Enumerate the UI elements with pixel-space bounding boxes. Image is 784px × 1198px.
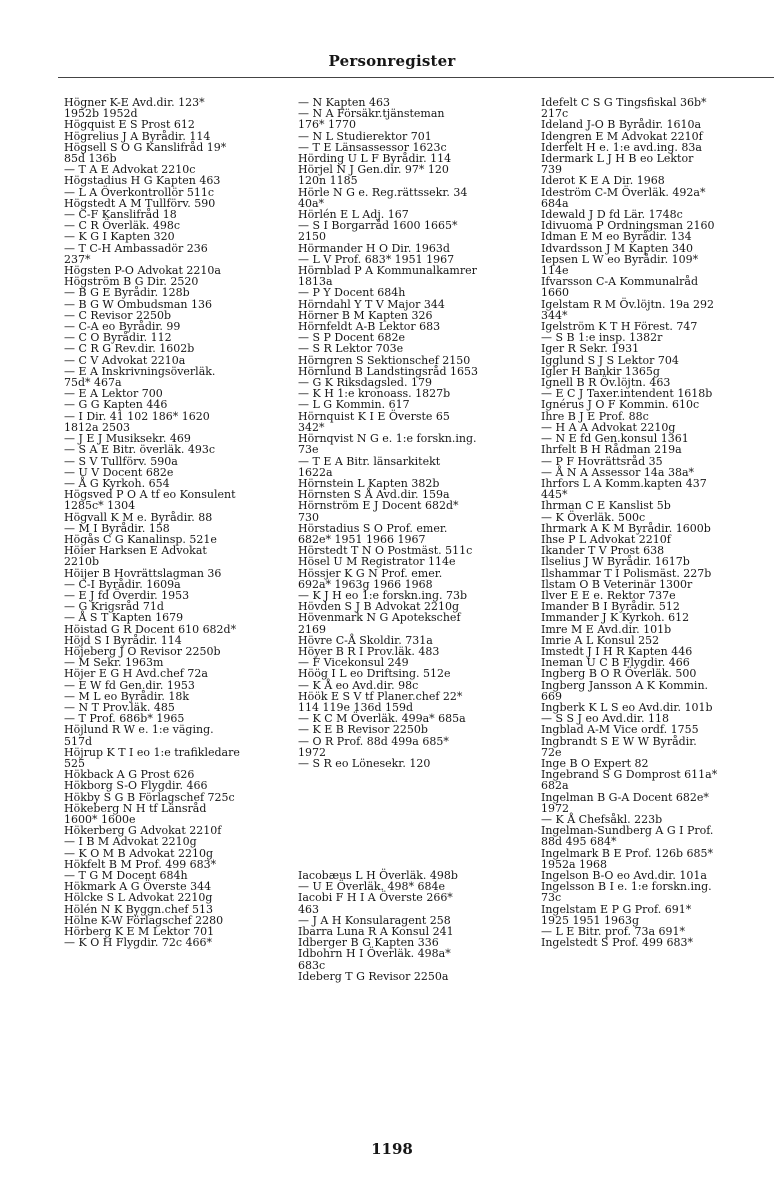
register-entry-line: 1952a 1968 <box>541 857 608 871</box>
register-entry-line: Ihse P L Advokat 2210f <box>541 532 671 546</box>
register-entry-line: Ingelmark B E Prof. 126b 685* <box>541 846 713 860</box>
register-entry-line: Höier Harksen E Advokat <box>64 544 207 558</box>
register-entry-line: Hörnfeldt A-B Lektor 683 <box>298 320 441 334</box>
register-entry-line: Ihrfelt B H Rådman 219a <box>541 443 682 457</box>
register-column-middle <box>298 97 540 982</box>
register-entry-line: Hökby S G B Förlagschef 725c <box>64 790 235 804</box>
register-entry-line: Idefelt C S G Tingsfiskal 36b* <box>541 96 707 109</box>
register-entry-line: — T Prof. 686b* 1965 <box>64 712 185 726</box>
register-entry-line: — S B 1:e insp. 1382r <box>541 331 663 345</box>
register-entry-line: Hörle N G e. Reg.rättssekr. 34 <box>298 185 468 199</box>
register-entry-line: Hörnqvist N G e. 1:e forskn.ing. <box>298 432 477 446</box>
register-entry-line: Idewald J D fd Lär. 1748c <box>541 208 683 222</box>
register-entry-line: Hökerberg G Advokat 2210f <box>64 824 222 838</box>
register-entry-line: Högström B G Dir. 2520 <box>64 275 199 289</box>
register-entry-line: Hökmark A G Överste 344 <box>64 880 212 894</box>
register-entry-line <box>298 848 540 859</box>
register-entry-line: 517d <box>64 734 93 748</box>
register-entry-line: Höijer B Hovrättslagman 36 <box>64 566 222 580</box>
register-entry-line: Hörnlund B Landstingsråd 1653 <box>298 364 479 378</box>
register-entry-line: — P Y Docent 684h <box>298 286 406 300</box>
register-entry-line: — K O M B Advokat 2210g <box>64 846 214 860</box>
register-entry-line: — Å G Kyrkoh. 654 <box>64 476 170 490</box>
register-entry-line: Ifvarsson C-A Kommunalråd <box>541 275 699 289</box>
register-entry-line: Ideström C-M Överläk. 492a* <box>541 185 706 199</box>
register-entry-line: — K Överläk. 500c <box>541 510 646 524</box>
register-entry-line: 176* 1770 <box>298 118 356 132</box>
register-entry-line: — M Sekr. 1963m <box>64 656 164 670</box>
register-entry-line: Ihrmark A K M Byrådir. 1600b <box>541 521 711 535</box>
register-entry-line: — T C-H Ambassadör 236 <box>64 241 208 255</box>
register-entry-line: — Å N A Assessor 14a 38a* <box>541 465 695 479</box>
register-entry-line: Högås C G Kanalinsp. 521e <box>64 532 217 546</box>
register-entry-line: Igler H Bankir 1365g <box>541 364 660 378</box>
register-entry-line: 88d 495 684* <box>541 835 617 849</box>
register-entry-line: — K Å Chefsåkl. 223b <box>541 813 663 826</box>
register-entry-line: — S I Borgarråd 1600 1665* <box>298 219 458 233</box>
register-entry-line: 2169 <box>298 622 326 636</box>
register-entry-line: Ignérus J O F Kommin. 610c <box>541 398 700 412</box>
register-entry-line: — S S J eo Avd.dir. 118 <box>541 712 669 726</box>
register-entry-line: Ideberg T G Revisor 2250a <box>298 969 449 983</box>
register-entry-line: Hörlén E L Adj. 167 <box>298 208 409 222</box>
register-entry-line: Imander B I Byrådir. 512 <box>541 600 680 614</box>
register-entry-line: Imrie A L Konsul 252 <box>541 633 660 647</box>
register-entry-line: — L E Bitr. prof. 73a 691* <box>541 925 686 939</box>
register-entry-line: Immander J K Kyrkoh. 612 <box>541 611 690 625</box>
register-entry-line: Ingbrandt S E W W Byrådir. <box>541 734 697 748</box>
register-entry-line: Hörndahl Y T V Major 344 <box>298 297 445 311</box>
register-entry-line <box>298 814 540 825</box>
register-entry-line: 445* <box>541 488 568 502</box>
register-entry-line: Hörner B M Kapten 326 <box>298 308 433 322</box>
register-entry-line: Ihrman C E Kanslist 5b <box>541 499 671 513</box>
register-entry-line: 682e* 1951 1966 1967 <box>298 532 426 546</box>
register-entry-line: — F Vicekonsul 249 <box>298 656 409 670</box>
register-entry-line <box>298 780 540 791</box>
register-entry-line: 730 <box>298 510 319 524</box>
register-entry-line: 2210b <box>64 555 100 569</box>
register-entry-line: — K H 1:e kronoass. 1827b <box>298 387 451 401</box>
register-entry-line: Högstedt A M Tullförv. 590 <box>64 196 216 210</box>
register-entry-line: Iderfelt H e. 1:e avd.ing. 83a <box>541 140 702 154</box>
register-entry-line: Hörnstein L Kapten 382b <box>298 476 440 490</box>
register-entry-line: Ingberg B O R Överläk. 500 <box>541 667 697 681</box>
register-entry-line: 73e <box>298 443 319 457</box>
register-entry-line: Ilver E E e. Rektor 737e <box>541 588 676 602</box>
register-entry-line: Höjer E G H Avd.chef 72a <box>64 667 208 681</box>
register-entry-line: — E A Inskrivningsöverläk. <box>64 364 216 378</box>
register-entry-line: Hössjer K G N Prof. emer. <box>298 566 443 580</box>
register-entry-line: 1660 <box>541 286 569 300</box>
register-entry-line: Ikander T V Prost 638 <box>541 544 665 558</box>
register-entry-line: 669 <box>541 689 562 703</box>
register-entry-line: — K O H Flygdir. 72c 466* <box>64 936 212 950</box>
register-entry-line: — L A Överkontrollör 511c <box>64 185 214 199</box>
register-entry-line: — U V Docent 682e <box>64 465 174 479</box>
register-entry-line: Högsten P-O Advokat 2210a <box>64 264 221 278</box>
register-entry-line: Högner K-E Avd.dir. 123* <box>64 96 205 109</box>
register-entry-line: — C-I Byrådir. 1609a <box>64 577 181 591</box>
register-entry-line: Imstedt J I H R Kapten 446 <box>541 644 693 658</box>
register-entry-line: Högvall K M e. Byrådir. 88 <box>64 510 213 524</box>
register-entry-line: 114e <box>541 264 569 278</box>
register-entry-line: 72e <box>541 745 562 759</box>
register-entry-line: Idbohrn H I Överläk. 498a* <box>298 947 451 961</box>
register-entry-line: Ingelstam E P G Prof. 691* <box>541 902 692 916</box>
register-entry-line: Höjd S I Byrådir. 114 <box>64 633 182 647</box>
register-entry-line: — N A Försäkr.tjänsteman <box>298 107 445 121</box>
register-entry-line: — K G I Kapten 320 <box>64 230 175 244</box>
register-entry-line: Hörding U L F Byrådir. 114 <box>298 152 452 166</box>
register-entry-line: — C O Byrådir. 112 <box>64 331 172 345</box>
register-entry-line: — M I Byrådir. 158 <box>64 521 170 535</box>
register-entry-line: — B G W Ombudsman 136 <box>64 297 212 311</box>
register-entry-line: — M L eo Byrådir. 18k <box>64 689 190 703</box>
register-entry-line: — L V Prof. 683* 1951 1967 <box>298 252 455 266</box>
register-entry-line: Högsved P O A tf eo Konsulent <box>64 488 236 502</box>
register-entry-line: — G Krigsråd 71d <box>64 600 164 614</box>
register-entry-line: — J A H Konsularagent 258 <box>298 913 451 927</box>
register-entry-line: Hörnblad P A Kommunalkamrer <box>298 264 477 278</box>
register-entry-line: Ingberk K L S eo Avd.dir. 101b <box>541 700 713 714</box>
register-entry-line: 2150 <box>298 230 326 244</box>
register-entry-line: Ihrfors L A Komm.kapten 437 <box>541 476 707 490</box>
register-entry-line: Idivuoma P Ordningsman 2160 <box>541 219 715 233</box>
register-entry-line: 682a <box>541 779 569 793</box>
register-entry-line: 525 <box>64 756 85 770</box>
register-entry-line: — I Dir. 41 102 186* 1620 <box>64 409 210 423</box>
register-entry-line: — J E J Musiksekr. 469 <box>64 432 191 446</box>
register-entry-line: Ingelsson B I e. 1:e forskn.ing. <box>541 880 712 894</box>
register-entry-line: Hökeberg N H tf Länsråd <box>64 801 207 815</box>
register-entry-line: 692a* 1963g 1966 1968 <box>298 577 433 591</box>
register-entry-line: Iepsen L W eo Byrådir. 109* <box>541 252 699 266</box>
register-entry-line: Idvardsson J M Kapten 340 <box>541 241 693 255</box>
register-entry-line: — S R eo Lönesekr. 120 <box>298 756 431 770</box>
register-entry-line: 683c <box>298 958 326 972</box>
register-entry-line: Höjrup K T I eo 1:e trafikledare <box>64 745 240 759</box>
register-entry-line <box>298 792 540 803</box>
register-entry-line: 1972 <box>541 801 569 815</box>
register-entry-line: Ibarra Luna R A Konsul 241 <box>298 925 454 939</box>
register-entry-line: 739 <box>541 163 562 177</box>
register-entry-line: — K E B Revisor 2250b <box>298 723 428 737</box>
register-entry-line: Hörstedt T N O Postmäst. 511c <box>298 544 473 558</box>
register-entry-line <box>298 769 540 780</box>
register-column-right <box>541 97 773 948</box>
register-entry-line: 85d 136b <box>64 152 117 166</box>
register-entry-line: Ingelman-Sundberg A G I Prof. <box>541 824 714 838</box>
register-entry-line: Ignell B R Öv.löjtn. 463 <box>541 376 671 390</box>
register-entry-line: Hörnquist K I E Överste 65 <box>298 409 450 423</box>
register-entry-line: Idberger B G Kapten 336 <box>298 936 439 950</box>
register-entry-line: Ingblad A-M Vice ordf. 1755 <box>541 723 699 737</box>
register-entry-line: Ingelman B G-A Docent 682e* <box>541 790 709 804</box>
register-entry-line: 1812a 2503 <box>64 420 131 434</box>
register-entry-line: Höök E S V tf Planer.chef 22* <box>298 689 463 703</box>
register-entry-line: Ilselius J W Byrådir. 1617b <box>541 555 690 569</box>
register-entry-line: — T G M Docent 684h <box>64 869 188 883</box>
register-entry-line: Ingelson B-O eo Avd.dir. 101a <box>541 869 707 883</box>
register-entry-line: 1600* 1600e <box>64 813 136 826</box>
register-entry-line: Ineman U C B Flygdir. 466 <box>541 656 690 670</box>
register-entry-line: — N E fd Gen.konsul 1361 <box>541 432 689 446</box>
register-entry-line: 1925 1951 1963g <box>541 913 640 927</box>
register-entry-line: — C-A eo Byrådir. 99 <box>64 320 181 334</box>
register-entry-line: — E C J Taxer.intendent 1618b <box>541 387 713 401</box>
page-number: 1198 <box>371 1140 413 1158</box>
register-entry-line: Iacobi F H I A Överste 266* <box>298 891 453 905</box>
register-entry-line: — K C M Överläk. 499a* 685a <box>298 712 466 726</box>
register-entry-line: — K J H eo 1:e forskn.ing. 73b <box>298 588 468 602</box>
register-entry-line: — O R Prof. 88d 499a 685* <box>298 734 449 748</box>
register-entry-line: Iderot K E A Dir. 1968 <box>541 174 665 188</box>
register-entry-line: 1285c* 1304 <box>64 499 136 513</box>
register-entry-line: Ingberg Jansson A K Kommin. <box>541 678 709 692</box>
register-entry-line <box>298 803 540 814</box>
register-entry-line: Igelström K T H Förest. 747 <box>541 320 698 334</box>
register-entry-line: — N L Studierektor 701 <box>298 129 432 143</box>
register-entry-line: — C V Advokat 2210a <box>64 353 186 367</box>
register-entry-line: Inge B O Expert 82 <box>541 756 649 770</box>
register-entry-line: Höjlund R W e. 1:e väging. <box>64 723 214 737</box>
register-entry-line: — E W fd Gen.dir. 1953 <box>64 678 195 692</box>
register-entry-line: Hölén N K Byggn.chef 513 <box>64 902 213 916</box>
register-entry-line: — C Revisor 2250b <box>64 308 171 322</box>
register-entry-line: Igelstam R M Öv.löjtn. 19a 292 <box>541 297 715 311</box>
register-entry-line: 463 <box>298 902 319 916</box>
register-entry-line: — G K Riksdagsled. 179 <box>298 376 432 390</box>
register-entry-line: Högrelius J A Byrådir. 114 <box>64 129 211 143</box>
register-entry-line: — E J fd Överdir. 1953 <box>64 588 190 602</box>
register-entry-line: Hösel U M Registrator 114e <box>298 555 456 569</box>
register-entry-line: — G G Kapten 446 <box>64 398 168 412</box>
register-entry-line: 75d* 467a <box>64 376 122 390</box>
register-entry-line: — T E A Bitr. länsarkitekt <box>298 454 441 468</box>
register-entry-line: Hökborg S-O Flygdir. 466 <box>64 779 208 793</box>
register-entry-line: Hörnsten S Å Avd.dir. 159a <box>298 488 450 502</box>
register-entry-line: 114 119e 136d 159d <box>298 700 414 714</box>
register-entry-line: 73c <box>541 891 562 905</box>
register-entry-line: 1952b 1952d <box>64 107 138 121</box>
register-column-left <box>64 97 280 948</box>
register-entry-line: Idman E M eo Byrådir. 134 <box>541 230 692 244</box>
register-entry-line: Högsell S O G Kanslifråd 19* <box>64 140 227 154</box>
register-entry-line: Ilstam O B Veterinär 1300r <box>541 577 693 591</box>
register-entry-line: Hörnström E J Docent 682d* <box>298 499 459 513</box>
register-entry-line: — I B M Advokat 2210g <box>64 835 197 849</box>
register-entry-line: Ingelstedt S Prof. 499 683* <box>541 936 694 950</box>
register-entry-line: 342* <box>298 420 325 434</box>
register-entry-line: Hövden S J B Advokat 2210g <box>298 600 460 614</box>
register-entry-line: — T E Länsassessor 1623c <box>298 140 447 154</box>
register-entry-line: 237* <box>64 252 91 266</box>
register-entry-line: — T A E Advokat 2210c <box>64 163 196 177</box>
register-entry-line: Hökback A G Prost 626 <box>64 768 195 782</box>
register-entry-line: Imre M E Avd.dir. 101b <box>541 622 672 636</box>
register-entry-line: Hölcke S L Advokat 2210g <box>64 891 213 905</box>
register-entry-line: 1622a <box>298 465 333 479</box>
header-rule <box>58 77 774 78</box>
register-entry-line: Höjeberg J O Revisor 2250b <box>64 644 221 658</box>
register-entry-line: 684a <box>541 196 569 210</box>
register-entry-line: 344* <box>541 308 568 322</box>
register-entry-line: Iger R Sekr. 1931 <box>541 342 640 356</box>
register-entry-line: Högquist E S Prost 612 <box>64 118 195 132</box>
register-entry-line: Ihre B J E Prof. 88c <box>541 409 649 423</box>
register-entry-line: — E A Lektor 700 <box>64 387 163 401</box>
register-entry-line: Höyer B R I Prov.läk. 483 <box>298 644 440 658</box>
register-entry-line: Högstadius H G Kapten 463 <box>64 174 221 188</box>
register-entry-line: 120n 1185 <box>298 174 358 188</box>
register-entry-line: — S V Tullförv. 590a <box>64 454 178 468</box>
register-entry-line <box>298 825 540 836</box>
register-entry-line: Höög I L eo Driftsing. 512e <box>298 667 451 681</box>
register-entry-line: Igglund S J S Lektor 704 <box>541 353 679 367</box>
register-entry-line: — L G Kommin. 617 <box>298 398 410 412</box>
register-entry-line: — S P Docent 682e <box>298 331 406 345</box>
register-entry-line: Hörngren S Sektionschef 2150 <box>298 353 471 367</box>
register-entry-line: — U E Överläk. 498* 684e <box>298 880 446 894</box>
register-entry-line: — B G E Byrådir. 128b <box>64 286 190 300</box>
register-entry-line: — C R G Rev.dir. 1602b <box>64 342 195 356</box>
register-entry-line: — S A E Bitr. överläk. 493c <box>64 443 216 457</box>
register-entry-line: — C-F Kanslifråd 18 <box>64 208 177 222</box>
register-entry-line: Idermark L J H B eo Lektor <box>541 152 694 166</box>
register-entry-line: Hörmander H O Dir. 1963d <box>298 241 450 255</box>
register-entry-line: 40a* <box>298 196 325 210</box>
register-entry-line: Hörstadius S O Prof. emer. <box>298 521 448 535</box>
register-entry-line: — S R Lektor 703e <box>298 342 404 356</box>
register-entry-line: Hölne K-W Förlagschef 2280 <box>64 913 224 927</box>
register-entry-line: Hövre C-Å Skoldir. 731a <box>298 633 433 647</box>
page-title: Personregister <box>328 52 456 70</box>
register-entry-line: Ilshammar T I Polismäst. 227b <box>541 566 712 580</box>
register-entry-line: — P F Hovrättsråd 35 <box>541 454 663 468</box>
register-entry-line <box>298 836 540 847</box>
register-entry-line: 217c <box>541 107 569 121</box>
register-entry-line: Hörberg K E M Lektor 701 <box>64 925 215 939</box>
register-entry-line: Iacobæus L H Överläk. 498b <box>298 869 458 883</box>
register-entry-line: — K Å eo Avd.dir. 98c <box>298 678 419 692</box>
register-entry-line: Hövenmark N G Apotekschef <box>298 611 461 625</box>
register-entry-line: Hörjel N J Gen.dir. 97* 120 <box>298 163 449 177</box>
register-entry-line: 1972 <box>298 745 326 759</box>
register-entry-line: Idengren E M Advokat 2210f <box>541 129 703 143</box>
register-entry-line: 1813a <box>298 275 333 289</box>
register-entry-line: — N Kapten 463 <box>298 96 390 109</box>
register-entry-line: Ideland J-O B Byrådir. 1610a <box>541 118 702 132</box>
register-entry-line: — Å S T Kapten 1679 <box>64 611 184 625</box>
register-entry-line: Höistad G R Docent 610 682d* <box>64 622 237 636</box>
register-entry-line: — C R Överläk. 498c <box>64 219 181 233</box>
register-entry-line: Ingebrand S G Domprost 611a* <box>541 768 718 782</box>
register-entry-line: — N T Prov.läk. 485 <box>64 700 175 714</box>
register-entry-line: — H A A Advokat 2210g <box>541 420 676 434</box>
register-entry-line: Hökfelt B M Prof. 499 683* <box>64 857 217 871</box>
